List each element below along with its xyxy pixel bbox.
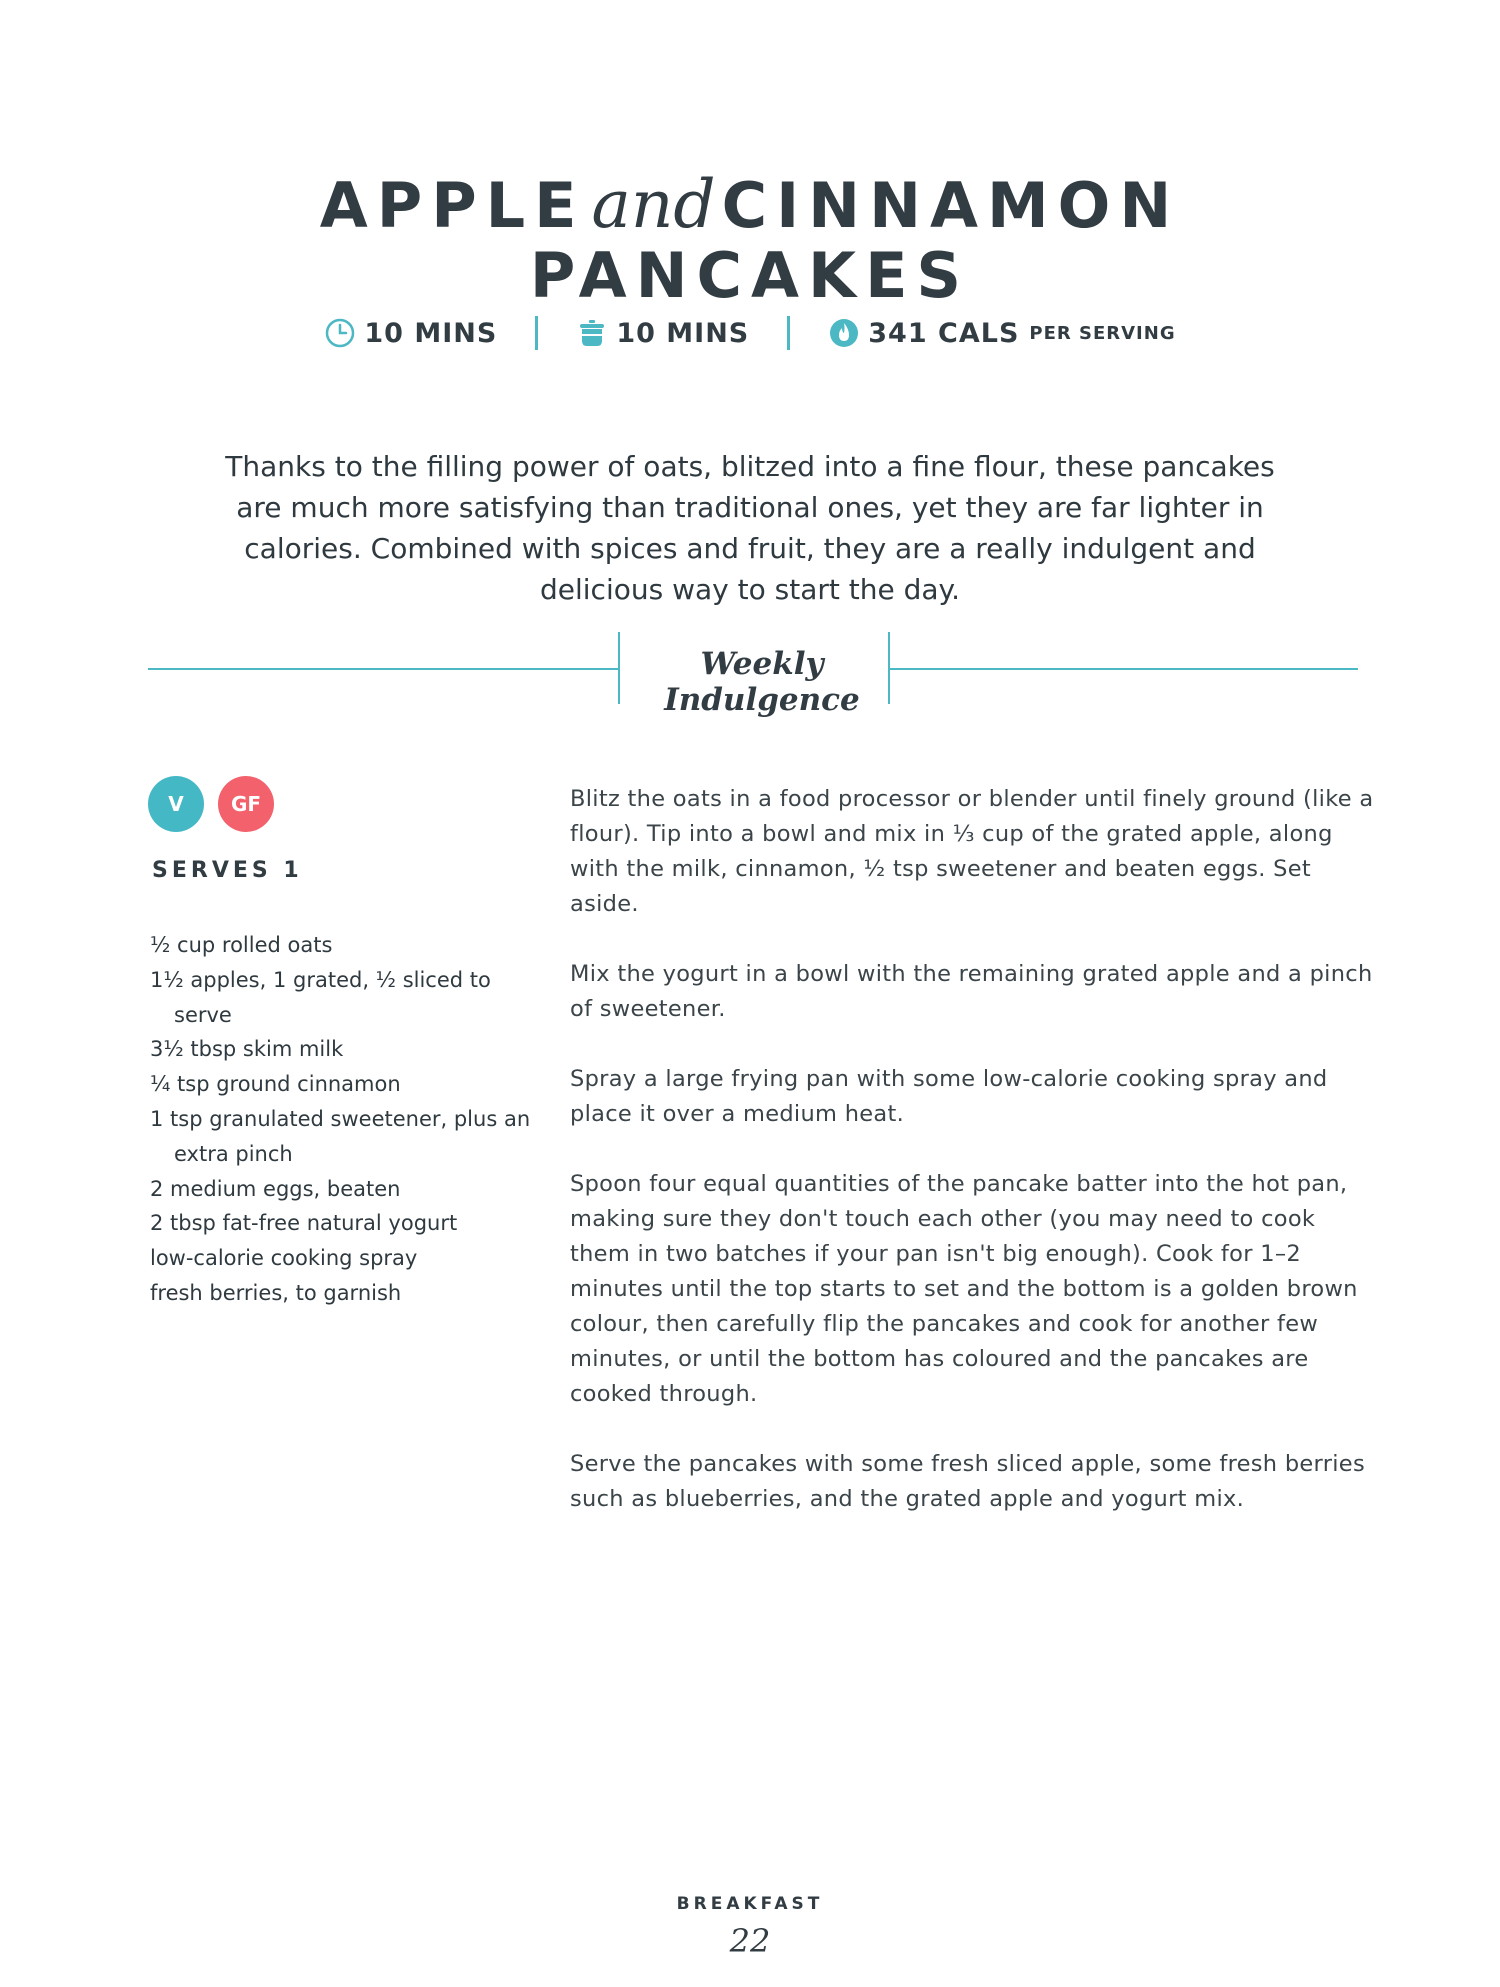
method-step: Blitz the oats in a food processor or blender until finely ground (like a flour). Tip into a bowl and mix in ⅓ cup of the grated apple, along with the milk, cinnamon, ½ tsp sweetener and beaten eggs. Set aside. <box>570 786 1374 917</box>
serves: SERVES 1 <box>152 858 303 883</box>
title-connector: and <box>591 165 716 243</box>
pot-icon <box>576 317 608 349</box>
recipe-intro: Thanks to the filling power of oats, blitzed into a fine flour, these pancakes are much more satisfying than traditional ones, yet they are far lighter in calories. Combined with spices and fruit, they are a really indulgent and delicious way to start the day. <box>225 450 1275 606</box>
prep-time-value: 10 MINS <box>364 317 498 349</box>
ingredient-item: 3½ tbsp skim milk <box>150 1037 344 1062</box>
flame-icon <box>828 317 860 349</box>
method-steps <box>570 782 1380 1552</box>
prep-time <box>324 317 497 349</box>
ingredient-item: low-calorie cooking spray <box>150 1246 418 1271</box>
recipe-meta <box>0 316 1500 350</box>
ingredient-list <box>150 928 550 1311</box>
footer-section-label: BREAKFAST <box>676 1894 824 1914</box>
ingredient-item: ½ cup rolled oats <box>150 933 333 957</box>
ingredient-item: ¼ tsp ground cinnamon <box>150 1072 401 1097</box>
title-line2: PANCAKES <box>529 238 971 312</box>
page-number: 22 <box>729 1922 771 1960</box>
title-part1: APPLE <box>319 168 586 242</box>
title-part2: CINNAMON <box>721 168 1181 242</box>
vegetarian-badge: V <box>148 776 204 832</box>
calories <box>828 317 1175 349</box>
ingredient-item: 2 medium eggs, beaten <box>150 1176 401 1201</box>
cook-time-value: 10 MINS <box>616 317 750 349</box>
cook-time <box>576 317 749 349</box>
category-tag: Weekly Indulgence <box>664 646 860 718</box>
ingredient-item: 1 tsp granulated sweetener, plus an extra pinch <box>150 1106 531 1166</box>
clock-icon <box>324 317 356 349</box>
ingredient-item: 1½ apples, 1 grated, ½ sliced to serve <box>150 967 491 1027</box>
method-step: Mix the yogurt in a bowl with the remaining grated apple and a pinch of sweetener. <box>570 961 1373 1022</box>
meta-separator <box>787 316 790 350</box>
calories-suffix: PER SERVING <box>1029 322 1176 344</box>
ingredient-item: 2 tbsp fat-free natural yogurt <box>150 1211 458 1236</box>
divider-tick-left <box>618 632 620 704</box>
ingredient-item: fresh berries, to garnish <box>150 1280 402 1305</box>
calories-value: 341 CALS <box>868 317 1020 349</box>
method-step: Serve the pancakes with some fresh sliced apple, some fresh berries such as blueberries, and the grated apple and yogurt mix. <box>570 1451 1365 1512</box>
meta-separator <box>535 316 538 350</box>
divider-line-right <box>890 668 1358 670</box>
method-step: Spray a large frying pan with some low-calorie cooking spray and place it over a medium heat. <box>570 1066 1328 1127</box>
divider-line-left <box>148 668 618 670</box>
gluten-free-badge: GF <box>218 776 274 832</box>
method-step: Spoon four equal quantities of the pancake batter into the hot pan, making sure they don't touch each other (you may need to cook them in two batches if your pan isn't big enough). Cook for 1–2 minutes until the top starts to set and the bottom is a golden brown colour, then carefully flip the pancakes and cook for another few minutes, or until the bottom has coloured and the pancakes are cooked through. <box>570 1171 1358 1407</box>
recipe-title <box>0 165 1500 312</box>
